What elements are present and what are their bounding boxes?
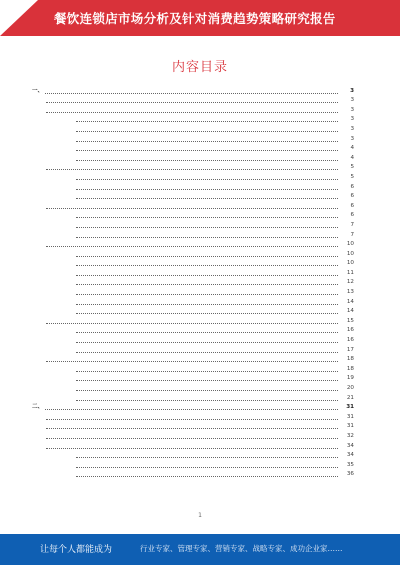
toc-entry[interactable] (30, 307, 354, 317)
toc-page-number: 35 (346, 461, 354, 468)
toc-entry[interactable] (30, 412, 354, 422)
toc-leader-dots (76, 275, 338, 276)
toc-entry[interactable] (30, 153, 354, 163)
toc-page-number: 3 (350, 135, 354, 142)
toc-page-number: 6 (350, 183, 354, 190)
toc-leader-dots (76, 256, 338, 257)
toc-page-number: 18 (346, 356, 354, 363)
toc-page-number: 31 (346, 423, 354, 430)
toc-entry[interactable] (30, 355, 354, 365)
toc-page-number: 14 (346, 298, 354, 305)
footer-banner (0, 534, 400, 565)
toc-entry-label: 一、 (32, 87, 44, 94)
toc-leader-dots (46, 102, 338, 103)
toc-entry[interactable] (30, 470, 354, 480)
toc-page-number: 34 (346, 452, 354, 459)
toc-page-number: 16 (346, 337, 354, 344)
toc-entry[interactable] (30, 96, 354, 106)
toc-leader-dots (76, 400, 338, 401)
toc-page-number: 16 (346, 327, 354, 334)
toc-entry[interactable] (30, 268, 354, 278)
toc-leader-dots (76, 265, 338, 266)
toc-entry[interactable] (30, 144, 354, 154)
toc-leader-dots (76, 304, 338, 305)
toc-leader-dots (46, 428, 338, 429)
toc-leader-dots (76, 141, 338, 142)
toc-leader-dots (76, 121, 338, 122)
toc-entry[interactable] (30, 172, 354, 182)
toc-entry[interactable] (30, 297, 354, 307)
toc-leader-dots (46, 419, 338, 420)
toc-entry-label: 二、 (32, 404, 44, 411)
toc-leader-dots (46, 448, 338, 449)
toc-leader-dots (46, 438, 338, 439)
toc-page-number: 20 (346, 385, 354, 391)
toc-page-number: 34 (346, 442, 354, 449)
report-header-banner (0, 0, 400, 36)
toc-leader-dots (45, 409, 338, 410)
toc-page-number: 7 (350, 221, 354, 228)
toc-page-number: 3 (350, 116, 354, 123)
table-of-contents (30, 86, 354, 479)
toc-entry[interactable] (30, 220, 354, 230)
toc-leader-dots (76, 352, 338, 353)
toc-leader-dots (76, 294, 338, 295)
toc-page-number: 3 (350, 97, 354, 104)
toc-entry[interactable] (30, 460, 354, 470)
toc-entry[interactable] (30, 192, 354, 202)
toc-entry[interactable] (30, 316, 354, 326)
toc-leader-dots (76, 390, 338, 391)
toc-page-number: 17 (346, 346, 354, 353)
toc-leader-dots (46, 208, 338, 209)
toc-leader-dots (76, 179, 338, 180)
toc-page-number: 5 (350, 173, 354, 180)
toc-entry[interactable] (30, 201, 354, 211)
toc-entry[interactable] (30, 259, 354, 269)
toc-page-number: 13 (346, 289, 354, 296)
toc-entry[interactable] (30, 345, 354, 355)
toc-entry[interactable] (30, 134, 354, 144)
toc-entry[interactable] (30, 86, 354, 96)
toc-leader-dots (45, 93, 338, 94)
toc-heading: 内容目录 (171, 60, 228, 75)
toc-entry[interactable] (30, 364, 354, 374)
toc-page-number: 14 (346, 308, 354, 315)
page-number: 1 (198, 512, 202, 519)
toc-entry[interactable] (30, 211, 354, 221)
toc-entry[interactable] (30, 451, 354, 461)
toc-leader-dots (76, 457, 338, 458)
toc-page-number: 36 (346, 471, 354, 478)
toc-entry[interactable] (30, 230, 354, 240)
toc-leader-dots (76, 371, 338, 372)
toc-entry[interactable] (30, 249, 354, 259)
toc-leader-dots (46, 246, 338, 247)
toc-leader-dots (76, 227, 338, 228)
toc-page-number: 10 (346, 260, 354, 267)
toc-leader-dots (46, 169, 338, 170)
toc-leader-dots (76, 160, 338, 161)
toc-entry[interactable] (30, 105, 354, 115)
toc-page-number: 3 (350, 125, 354, 132)
toc-page-number: 6 (350, 212, 354, 219)
toc-entry[interactable] (30, 403, 354, 413)
toc-entry[interactable] (30, 431, 354, 441)
toc-entry[interactable] (30, 393, 354, 403)
toc-page-number: 31 (346, 413, 354, 420)
toc-leader-dots (76, 342, 338, 343)
footer-tagline: 行业专家、管理专家、营销专家、战略专家、成功企业家…… (140, 544, 343, 553)
toc-leader-dots (76, 189, 338, 190)
toc-leader-dots (76, 217, 338, 218)
toc-entry[interactable] (30, 278, 354, 288)
toc-page-number: 10 (346, 250, 354, 257)
toc-leader-dots (76, 332, 338, 333)
toc-page-number: 4 (350, 145, 354, 152)
toc-entry[interactable] (30, 335, 354, 345)
report-title: 餐饮连锁店市场分析及针对消费趋势策略研究报告 (54, 11, 336, 26)
toc-page-number: 3 (350, 87, 354, 94)
toc-leader-dots (76, 476, 338, 477)
toc-leader-dots (46, 112, 338, 113)
toc-page-number: 21 (346, 394, 354, 401)
toc-page-number: 6 (350, 202, 354, 209)
toc-page-number: 32 (346, 432, 354, 439)
toc-page-number: 10 (346, 241, 354, 248)
toc-leader-dots (76, 150, 338, 151)
toc-page-number: 31 (346, 404, 354, 411)
toc-page-number: 5 (350, 164, 354, 171)
toc-page-number: 18 (346, 365, 354, 372)
toc-entry[interactable] (30, 374, 354, 384)
toc-page-number: 4 (350, 154, 354, 161)
toc-page-number: 11 (346, 269, 354, 276)
toc-entry[interactable] (30, 163, 354, 173)
toc-entry[interactable] (30, 240, 354, 250)
toc-page-number: 12 (346, 279, 354, 286)
toc-entry[interactable] (30, 441, 354, 451)
footer-slogan: 让每个人都能成为 (40, 545, 113, 555)
toc-entry[interactable] (30, 182, 354, 192)
toc-leader-dots (76, 467, 338, 468)
toc-entry[interactable] (30, 326, 354, 336)
toc-leader-dots (76, 313, 338, 314)
toc-leader-dots (76, 198, 338, 199)
toc-page-number: 7 (350, 231, 354, 238)
toc-leader-dots (46, 361, 338, 362)
toc-entry[interactable] (30, 287, 354, 297)
toc-entry[interactable] (30, 124, 354, 134)
toc-leader-dots (76, 131, 338, 132)
toc-leader-dots (46, 323, 338, 324)
toc-entry[interactable] (30, 115, 354, 125)
header-corner-decoration (0, 0, 38, 36)
toc-page-number: 15 (346, 317, 354, 324)
toc-leader-dots (76, 380, 338, 381)
toc-page-number: 19 (346, 375, 354, 382)
toc-page-number: 3 (350, 106, 354, 113)
toc-leader-dots (76, 237, 338, 238)
toc-page-number: 6 (350, 193, 354, 200)
toc-leader-dots (76, 284, 338, 285)
toc-entry[interactable] (30, 422, 354, 432)
toc-entry[interactable] (30, 383, 354, 393)
